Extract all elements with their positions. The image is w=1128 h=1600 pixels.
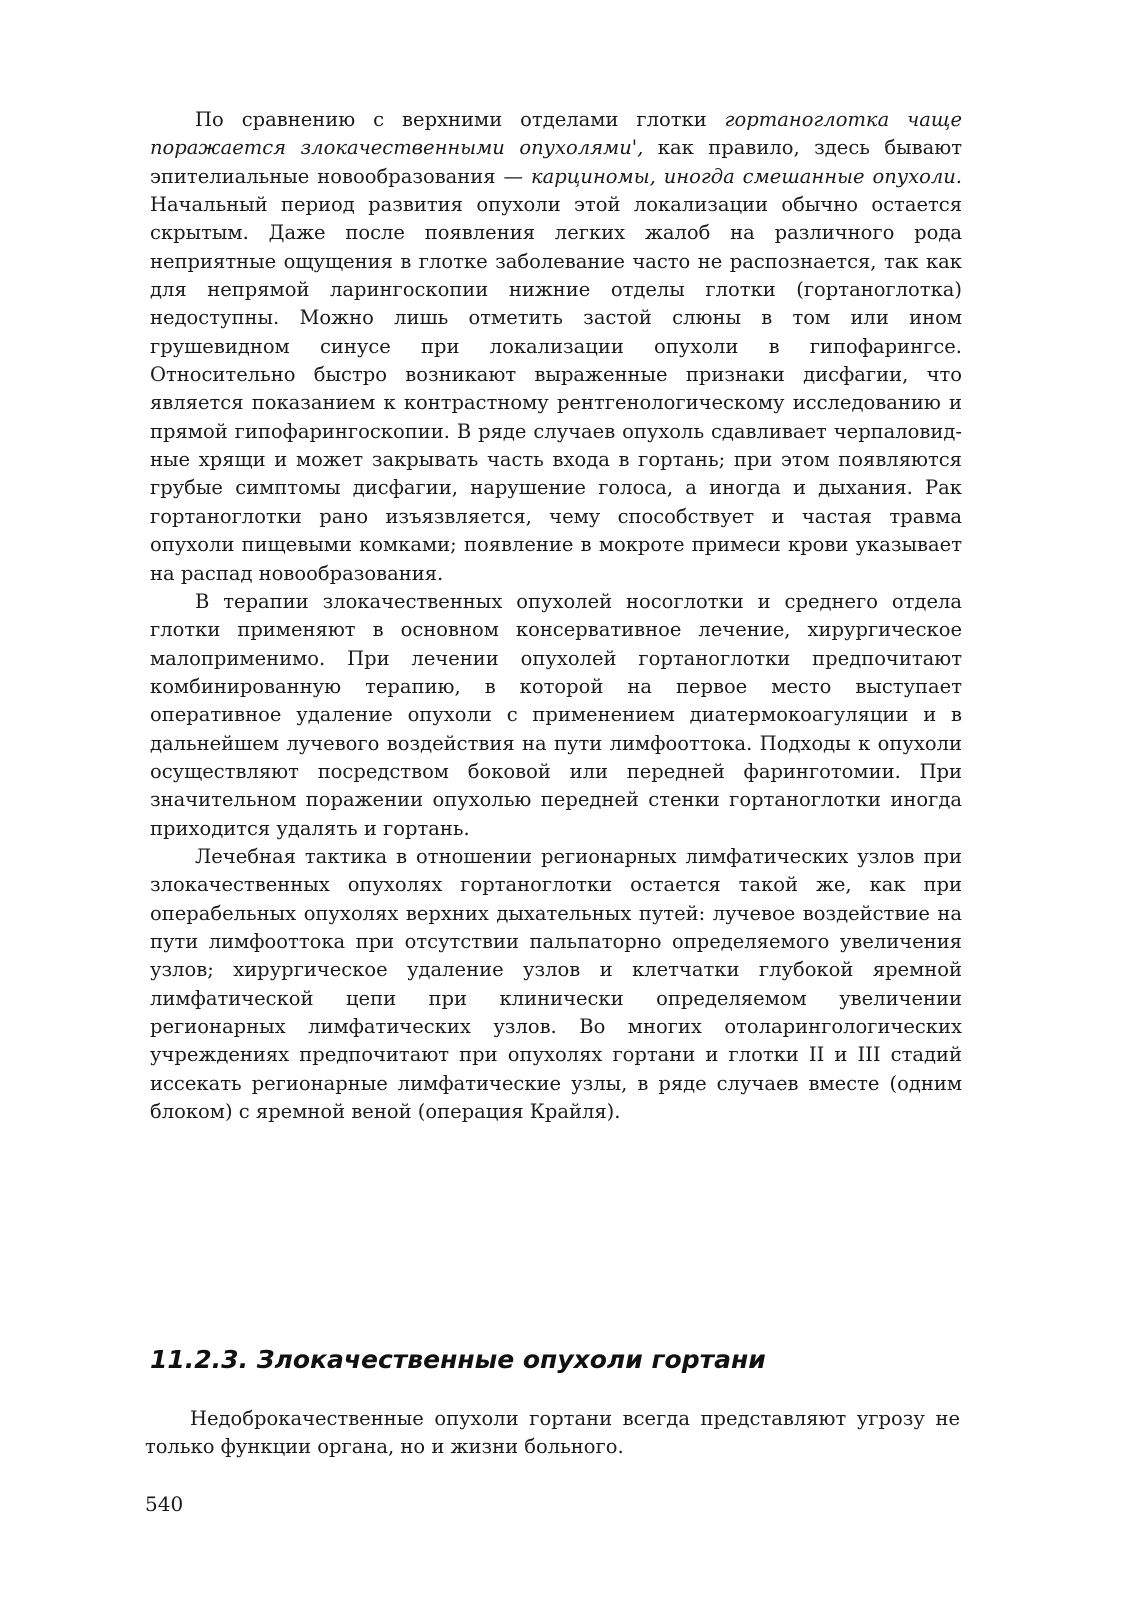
page-number: 540	[145, 1492, 184, 1516]
italic-run: гортаноглотка чаще поражается злокачественными опухолями',	[150, 108, 962, 160]
paragraph-lymph-nodes	[150, 843, 962, 1126]
paragraph-therapy	[150, 588, 962, 843]
text-run: Лечебная тактика в отношении регионарных лимфатических узлов при злокачественных опухолях гортаноглотки остается такой же, как при операбельных опухолях верхних дыхательных путей: лучевое воздействие на пути лимфооттока при отсутствии пальпаторно определяемого увеличения узлов; хирургическое удаление узлов и клетчатки глубокой яремной лимфатической цепи при клинически определяемом увеличении регионарных лимфатических узлов. Во многих отоларингологических учреждениях предпочитают при опухолях гортани и глотки II и III стадий иссекать регионарные лимфатические узлы, в ряде случаев вместе (одним блоком) с яремной веной (операция Крайля).	[150, 844, 962, 1124]
paragraph-section-intro: Недоброкачественные опухоли гортани всегда представляют угрозу не только функции органа, но и жизни больного.	[145, 1407, 960, 1459]
text-run: По сравнению с верхними отделами глотки	[195, 108, 725, 131]
section-heading: 11.2.3. Злокачественные опухоли гортани	[150, 1345, 766, 1374]
body-text	[150, 106, 962, 1126]
italic-run: карциномы, иногда смешанные опухоли.	[531, 164, 963, 188]
text-run: В терапии злокачественных опухолей носоглотки и среднего отдела глотки применяют в основном консервативное лечение, хирургическое малоприменимо. При лечении опухолей гортаноглотки предпочитают комбинированную терапию, в которой на первое место выступает оперативное удаление опухоли с применением диатермокоагуляции и в дальнейшем лучевого воздействия на пути лимфооттока. Подходы к опухоли осуществляют посредством боковой или передней фаринготомии. При значительном поражении опухолью передней стенки гортаноглотки иногда приходится удалять и гортань.	[150, 589, 962, 840]
text-run: Начальный период развития опухоли этой локализации обычно остается скрытым. Даже после появления легких жалоб на различного рода неприятные ощущения в глотке заболевание часто не распознается, так как для непрямой ларингоскопии нижние отделы глотки (гортаноглотка) недоступны. Можно лишь отметить застой слюны в том или ином грушевидном синусе при локализации опухоли в гипофарингсе. Относительно быстро возникают выраженные признаки дисфагии, что является показанием к контрастному рентгенологическому исследованию и прямой гипофарингоскопии. В ряде случаев опухоль сдавливает черпаловидные хрящи и может закрывать часть входа в гортань; при этом появляются грубые симптомы дисфагии, нарушение голоса, а иногда и дыхания. Рак гортаноглотки рано изъязвляется, чему способствует и частая травма опухоли пищевыми комками; появление в мокроте примеси крови указывает на распад новообразования.	[150, 193, 962, 585]
paragraph-hypopharynx-tumors	[150, 106, 962, 588]
text-run: как правило, здесь бывают эпителиальные новообразования —	[150, 136, 962, 188]
section-intro	[145, 1405, 960, 1462]
